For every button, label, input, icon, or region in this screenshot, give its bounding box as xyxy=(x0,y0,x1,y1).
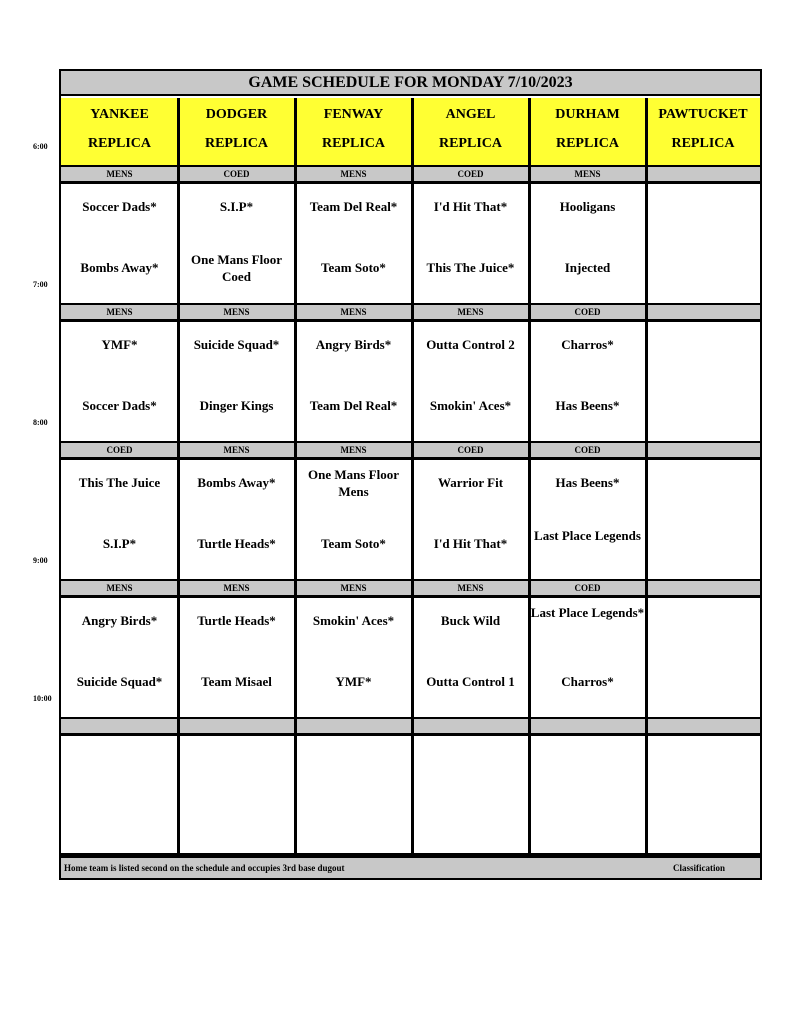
home-team: I'd Hit That* xyxy=(433,536,508,551)
field-name: FENWAY xyxy=(323,107,384,122)
field-header-dodger xyxy=(178,98,295,166)
classification-cell: MENS xyxy=(295,580,412,596)
classification-cell: MENS xyxy=(295,304,412,320)
away-team: YMF* xyxy=(101,337,138,352)
game-cell xyxy=(646,184,760,303)
classification-cell: COED xyxy=(178,166,295,182)
game-cell xyxy=(529,598,646,717)
footer-band xyxy=(61,856,760,878)
field-subtitle: REPLICA xyxy=(321,136,385,151)
away-team: Has Beens* xyxy=(555,475,620,490)
classification-cell: MENS xyxy=(178,580,295,596)
game-cell xyxy=(412,736,529,855)
home-team: Team Del Real* xyxy=(309,398,398,413)
column-divider xyxy=(645,98,648,853)
home-team: Bombs Away* xyxy=(80,260,159,275)
game-cell xyxy=(529,736,646,855)
classification-cell xyxy=(412,718,529,734)
home-team: Smokin' Aces* xyxy=(429,398,512,413)
away-team: Outta Control 2 xyxy=(426,337,515,352)
column-divider xyxy=(528,98,531,853)
game-cell xyxy=(646,322,760,441)
away-team: Angry Birds* xyxy=(315,337,392,352)
classification-cell: MENS xyxy=(412,304,529,320)
field-subtitle: REPLICA xyxy=(87,136,151,151)
game-cell xyxy=(295,736,412,855)
home-team: Has Beens* xyxy=(555,398,620,413)
classification-cell: MENS xyxy=(295,442,412,458)
away-team: Smokin' Aces* xyxy=(312,613,395,628)
game-cell xyxy=(646,736,760,855)
classification-cell xyxy=(178,718,295,734)
field-name: YANKEE xyxy=(90,107,149,122)
home-team: This The Juice* xyxy=(426,260,515,275)
game-cell xyxy=(61,460,178,579)
home-team: Last Place Legends xyxy=(534,528,641,543)
game-cell xyxy=(529,460,646,579)
column-divider xyxy=(177,98,180,853)
home-team: Charros* xyxy=(561,674,614,689)
field-name: PAWTUCKET xyxy=(658,107,748,122)
field-header-durham xyxy=(529,98,646,166)
classification-cell xyxy=(646,442,760,458)
classification-cell xyxy=(646,580,760,596)
classification-cell: MENS xyxy=(61,166,178,182)
classification-cell: COED xyxy=(529,304,646,320)
field-header-fenway xyxy=(295,98,412,166)
game-cell xyxy=(646,460,760,579)
game-cell xyxy=(295,184,412,303)
away-team: This The Juice xyxy=(78,475,161,490)
game-cell xyxy=(178,184,295,303)
away-team: S.I.P* xyxy=(219,199,254,214)
game-cell xyxy=(412,184,529,303)
time-label: 8:00 xyxy=(33,418,48,427)
time-label: 10:00 xyxy=(33,694,52,703)
field-name: ANGEL xyxy=(445,107,496,122)
field-subtitle: REPLICA xyxy=(555,136,619,151)
away-team: Team Del Real* xyxy=(309,199,398,214)
game-cell xyxy=(646,598,760,717)
home-team: Team Misael xyxy=(201,674,272,689)
schedule-title: GAME SCHEDULE FOR MONDAY 7/10/2023 xyxy=(61,71,760,96)
home-team: Soccer Dads* xyxy=(82,398,157,413)
field-name: DURHAM xyxy=(555,107,620,122)
away-team: Hooligans xyxy=(559,199,616,214)
home-team: Turtle Heads* xyxy=(197,536,276,551)
column-divider xyxy=(294,98,297,853)
away-team: Turtle Heads* xyxy=(197,613,276,628)
time-label: 6:00 xyxy=(33,142,48,151)
time-label: 9:00 xyxy=(33,556,48,565)
classification-cell xyxy=(646,304,760,320)
away-team: I'd Hit That* xyxy=(433,199,508,214)
classification-cell: MENS xyxy=(529,166,646,182)
game-cell xyxy=(412,598,529,717)
game-cell xyxy=(178,598,295,717)
home-team: Injected xyxy=(564,260,611,275)
classification-cell: MENS xyxy=(178,304,295,320)
away-team: Angry Birds* xyxy=(81,613,158,628)
game-cell xyxy=(178,460,295,579)
classification-cell xyxy=(295,718,412,734)
home-team: S.I.P* xyxy=(102,536,137,551)
away-team: Bombs Away* xyxy=(197,475,276,490)
classification-cell: MENS xyxy=(178,442,295,458)
classification-cell: COED xyxy=(61,442,178,458)
game-cell xyxy=(295,322,412,441)
away-team: Last Place Legends* xyxy=(530,605,645,620)
game-cell xyxy=(178,736,295,855)
game-cell xyxy=(295,598,412,717)
away-team: Buck Wild xyxy=(440,613,501,628)
home-team: Dinger Kings xyxy=(199,398,274,413)
time-label: 7:00 xyxy=(33,280,48,289)
field-subtitle: REPLICA xyxy=(204,136,268,151)
footer-classification: Classification xyxy=(673,863,726,873)
classification-cell: MENS xyxy=(412,580,529,596)
game-cell xyxy=(61,598,178,717)
classification-cell xyxy=(646,718,760,734)
field-subtitle: REPLICA xyxy=(438,136,502,151)
column-divider xyxy=(411,98,414,853)
game-cell xyxy=(529,322,646,441)
classification-cell: COED xyxy=(412,166,529,182)
field-name: DODGER xyxy=(205,107,268,122)
away-team: Soccer Dads* xyxy=(82,199,157,214)
game-cell xyxy=(61,184,178,303)
game-cell xyxy=(61,322,178,441)
home-team: Outta Control 1 xyxy=(426,674,515,689)
game-cell xyxy=(178,322,295,441)
classification-cell: MENS xyxy=(61,304,178,320)
home-team: YMF* xyxy=(335,674,372,689)
home-team: Team Soto* xyxy=(321,536,386,551)
away-team: One Mans Floor Mens xyxy=(308,467,399,499)
schedule-sheet xyxy=(59,69,762,880)
field-header-angel xyxy=(412,98,529,166)
classification-cell xyxy=(529,718,646,734)
classification-cell: COED xyxy=(412,442,529,458)
field-subtitle: REPLICA xyxy=(671,136,735,151)
classification-cell: COED xyxy=(529,442,646,458)
footer-note: Home team is listed second on the schedule and occupies 3rd base dugout xyxy=(64,863,345,873)
game-cell xyxy=(412,460,529,579)
away-team: Charros* xyxy=(561,337,614,352)
classification-cell: MENS xyxy=(61,580,178,596)
away-team: Warrior Fit xyxy=(437,475,504,490)
game-cell xyxy=(295,460,412,579)
field-header-pawtucket xyxy=(646,98,760,166)
classification-cell: COED xyxy=(529,580,646,596)
home-team: Team Soto* xyxy=(321,260,386,275)
game-cell xyxy=(529,184,646,303)
classification-cell xyxy=(61,718,178,734)
game-cell xyxy=(412,322,529,441)
away-team: Suicide Squad* xyxy=(193,337,280,352)
field-header-yankee xyxy=(61,98,178,166)
classification-cell xyxy=(646,166,760,182)
game-cell xyxy=(61,736,178,855)
home-team: Suicide Squad* xyxy=(76,674,163,689)
home-team: One Mans Floor Coed xyxy=(191,252,282,284)
classification-cell: MENS xyxy=(295,166,412,182)
